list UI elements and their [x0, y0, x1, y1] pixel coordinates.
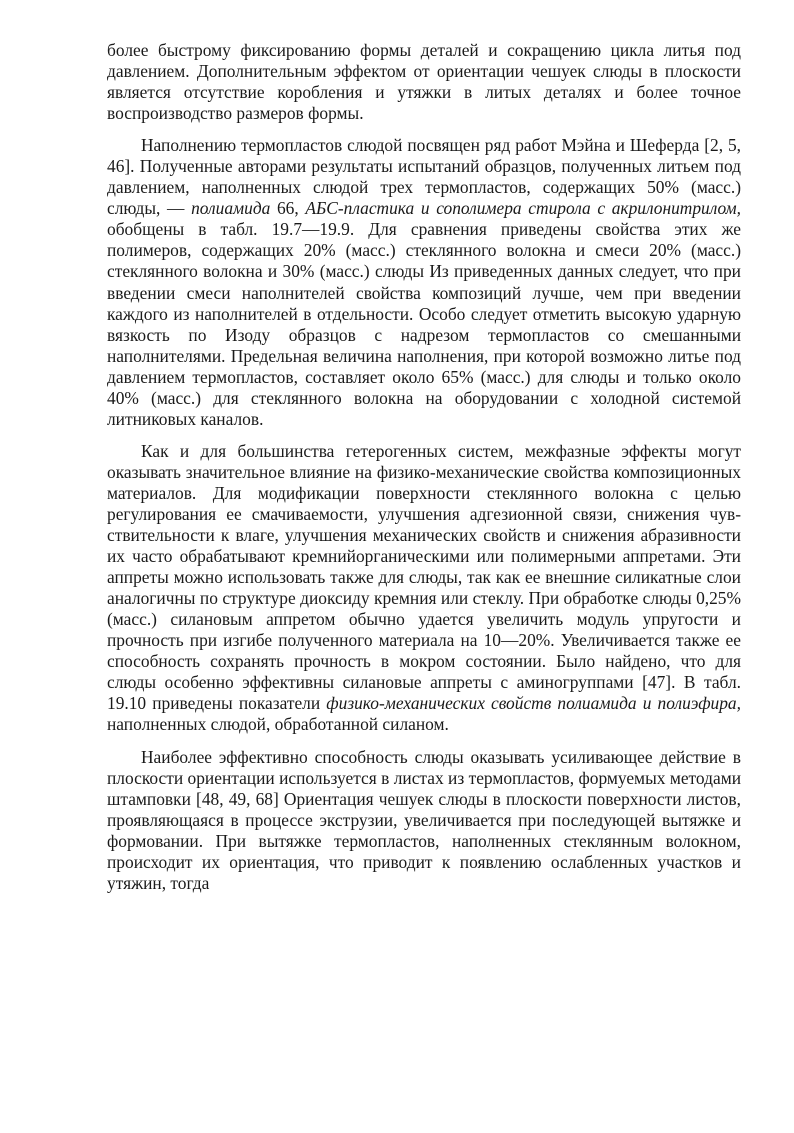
paragraph-3-italic-1: физико-механических свойств полиамида и полиэфира, [326, 693, 741, 714]
paragraph-3-text-2: наполненных слюдой, обработанной силаном. [107, 714, 449, 735]
paragraph-1: более быстрому фиксированию формы деталей и сокращению цикла литья под давлением. Дополнительным эффектом от ориентации чешуек слюды в плоскости является отсутствие коробления и утяжки в литых деталях и более точное воспроизводство размеров формы. [107, 40, 741, 124]
paragraph-2-italic-1: полиамида [191, 198, 271, 219]
paragraph-2-text-2: 66, [270, 198, 306, 219]
paragraph-2-text-1: Наполнению термопластов слюдой посвящен ряд работ Мэйна и Шеферда [2, 5, 46]. Полученные авторами результаты испытаний образцов, полученных литьем под давлением, наполненных слюдой трех термопластов, содержащих 50% (масс.) слюды, — [107, 135, 741, 219]
paragraph-4: Наиболее эффективно способность слюды оказывать усиливающее действие в плоскости ориентации используется в листах из термопластов, формуемых методами штамповки [48, 49, 68] Ориентация чешуек слюды в плоскости поверхности листов, проявляющаяся в процессе экструзии, увеличивается при последующей вытяжке и формовании. При вытяжке термопластов, наполненных стеклянным волокном, происходит их ориентация, что приводит к появлению ослабленных участков и утяжин, тогда [107, 746, 741, 893]
paragraph-2-text-3: обобщены в табл. 19.7—19.9. Для сравнения приведены свойства этих же полимеров, содержащих 20% (масс.) стеклянного волокна и смеси 20% (масс.) стеклянного волокна и 30% (масс.) слюды Из приведенных данных следует, что при введении смеси наполнителей свойства композиций лучше, чем при введении каждого из наполнителей в отдельности. Особо следует отметить высокую ударную вязкость по Изоду образцов с надрезом термопластов со смешанными наполнителями. Предельная величина наполнения, при которой возможно литье под давлением термопластов, составляет около 65% (масс.) для слюды и только около 40% (масс.) для стеклянного волокна на оборудовании с холодной системой литниковых каналов. [107, 219, 741, 429]
paragraph-3-text-1: Как и для большинства гетерогенных систем, межфазные эффекты могут оказывать значительное влияние на физико-механические свойства композиционных материалов. Для модификации поверхности стеклянного волокна с целью регулирования ее смачиваемости, улучшения адгезионной связи, снижения чувствительности к влаге, улучшения механических свойств и снижения абразивности их часто обрабатывают кремнийорганическими или полимерными аппретами. Эти аппреты можно использовать также для слюды, так как ее внешние силикатные слои аналогичны по структуре диоксиду кремния или стеклу. При обработке слюды 0,25% (масс.) силановым аппретом обычно удается увеличить модуль упругости и прочность при изгибе полученного материала на 10—20%. Увеличивается также ее способность сохранять прочность в мокром состоянии. Было найдено, что для слюды особенно эффективны силановые аппреты с аминогруппами [47]. В табл. 19.10 приведены показатели [107, 440, 741, 714]
paragraph-3 [107, 441, 741, 736]
page-text [107, 40, 741, 894]
paragraph-2-italic-2: АБС-пластика и сополимера стирола с акрилонитрилом, [305, 198, 741, 219]
paragraph-2 [107, 135, 741, 430]
